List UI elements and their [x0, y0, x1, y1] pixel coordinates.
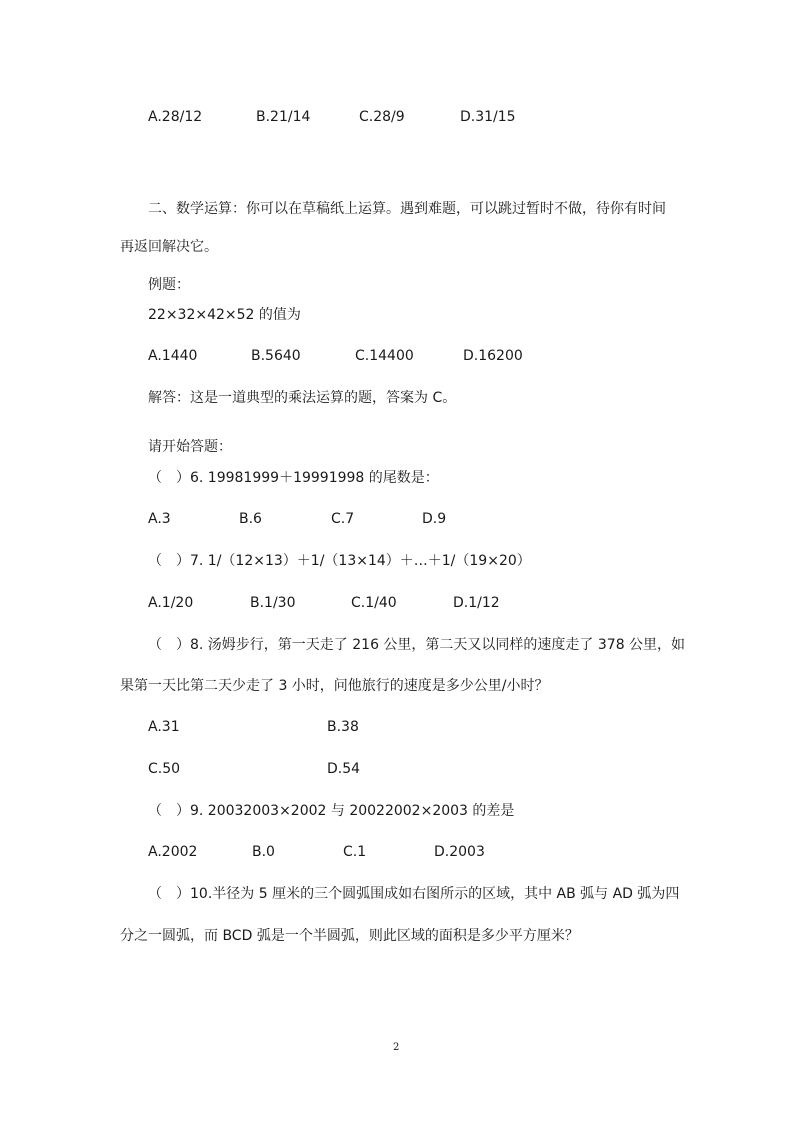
top-option-d: D.31/15 [460, 109, 516, 125]
example-answer: 解答：这是一道典型的乘法运算的题，答案为 C。 [148, 390, 457, 406]
q9-option-a: A.2002 [148, 844, 198, 860]
question-8-line1: （ ）8. 汤姆步行，第一天走了 216 公里，第二天又以同样的速度走了 378 公里，如 [148, 637, 686, 653]
section2-line2: 再返回解决它。 [120, 239, 218, 255]
q8-option-b: B.38 [327, 719, 359, 735]
q6-option-a: A.3 [148, 511, 171, 527]
section2-line1: 二、数学运算：你可以在草稿纸上运算。遇到难题，可以跳过暂时不做，待你有时间 [148, 201, 666, 217]
q9-option-c: C.1 [343, 844, 367, 860]
top-option-b: B.21/14 [256, 109, 311, 125]
q8-option-a: A.31 [148, 719, 180, 735]
start-label: 请开始答题： [148, 439, 232, 455]
q7-option-d: D.1/12 [453, 595, 500, 611]
example-option-d: D.16200 [463, 348, 523, 364]
question-7: （ ）7. 1/（12×13）＋1/（13×14）＋…＋1/（19×20） [148, 553, 531, 569]
example-question: 22×32×42×52 的值为 [148, 307, 301, 323]
q7-option-b: B.1/30 [250, 595, 296, 611]
example-option-c: C.14400 [355, 348, 414, 364]
question-10-line2: 分之一圆弧，而 BCD 弧是一个半圆弧，则此区域的面积是多少平方厘米？ [120, 928, 579, 944]
question-6: （ ）6. 19981999＋19991998 的尾数是： [148, 470, 439, 486]
example-option-b: B.5640 [251, 348, 301, 364]
q7-option-a: A.1/20 [148, 595, 194, 611]
q9-option-d: D.2003 [434, 844, 485, 860]
question-8-line2: 果第一天比第二天少走了 3 小时，问他旅行的速度是多少公里/小时？ [120, 678, 549, 694]
page-number: 2 [393, 1042, 400, 1053]
q6-option-c: C.7 [331, 511, 355, 527]
q6-option-d: D.9 [422, 511, 447, 527]
top-option-a: A.28/12 [148, 109, 203, 125]
q8-option-c: C.50 [148, 761, 181, 777]
q9-option-b: B.0 [252, 844, 275, 860]
top-option-c: C.28/9 [359, 109, 405, 125]
example-label: 例题： [148, 277, 190, 293]
q6-option-b: B.6 [239, 511, 262, 527]
example-option-a: A.1440 [148, 348, 198, 364]
q7-option-c: C.1/40 [351, 595, 397, 611]
question-9: （ ）9. 20032003×2002 与 20022002×2003 的差是 [148, 803, 515, 819]
question-10-line1: （ ）10.半径为 5 厘米的三个圆弧围成如右图所示的区域，其中 AB 弧与 AD 弧为四 [148, 886, 680, 902]
q8-option-d: D.54 [327, 761, 361, 777]
